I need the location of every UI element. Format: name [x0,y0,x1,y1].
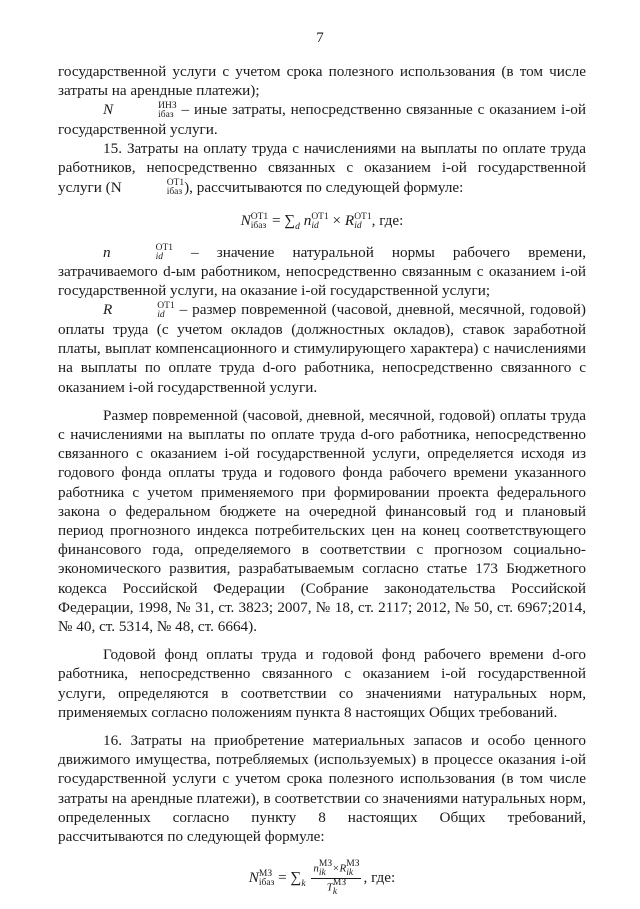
f1-symbol: N [240,212,251,230]
f1-sum-sub: d [295,222,300,233]
def-r-text: – размер повременной (часовой, дневной, месячной, годовой) оплаты труда (с учетом окладов (должностных окладов), ставок заработной платы, выплат компенсационного и стимулирующего характера) с начислениями на выплаты по оплате труда d-ого работника, непосредственно связанного с оказанием i-ой государственной услуги. [58,301,586,396]
definition-r-id [58,300,586,396]
paragraph-continuation: государственной услуги с учетом срока полезного использования (в том числе затраты на арендные платежи); [58,63,586,100]
p15-sup: ОТ1 [166,178,185,189]
f2-fraction [311,860,361,897]
f2-eq: = ∑ [274,869,302,887]
p15-text-b: ), рассчитываются по следующей формуле: [184,178,464,196]
def-n-text: – значение натуральной нормы рабочего времени, затрачиваемого d-ым работником, непосредственно связанным с оказанием i-ой государственной услуги, на оказание i-ой государственной услуги; [58,243,586,300]
f1-r: R [344,212,355,230]
inz-text: – иные затраты, непосредственно связанные с оказанием i-ой государственной услуги. [58,101,586,138]
document-body [58,62,586,909]
f1-eq: = ∑ [268,212,296,230]
symbol-n: N [103,101,114,119]
f1-times: × [328,212,345,230]
def-n-symbol: n [103,243,111,261]
paragraph-salary-size: Размер повременной (часовой, дневной, месячной, годовой) оплаты труда с начислениями на выплаты по оплате труда d-ого работника, непосредственно связанного с оказанием i-ой государственной услуги, определяется исходя из годового фонда оплаты труда и годового фонда рабочего времени указанного работника с учетом применяемого при формировании проекта федерального закона о федеральном бюджете на очередной финансовый год и плановый период прогнозного индекса потребительских цен на конец соответствующего финансового года, определяемого в соответствии с прогнозом социально-экономического развития, разрабатываемым согласно статье 173 Бюджетного кодекса Российской Федерации (Собрание законодательства Российской Федерации, 1998, № 31, ст. 3823; 2007, № 18, ст. 2117; 2012, № 50, ст. 6967;2014, № 40, ст. 5314, № 48, ст. 6664). [58,406,586,636]
p15-sub: iбаз [166,187,183,198]
f1-sup: ОТ1 [250,211,269,222]
def-n-sub: id [155,252,163,263]
page-number: 7 [316,30,324,46]
p15-text-a: 15. Затраты на оплату труда с начислениями на выплаты по оплате труда работников, непосредственно связанных с оказанием i-ой государственной услуги (N [58,140,586,196]
f2-sub: iбаз [258,877,275,888]
f1-r-sup: ОТ1 [354,211,372,222]
f1-n-sub: id [311,220,319,231]
paragraph-annual-fund: Годовой фонд оплаты труда и годовой фонд рабочего времени d-ого работника, непосредственно связанного с оказанием i-ой государственной услуги, определяются в соответствии со значениями натуральных норм, применяемых согласно положениям пункта 8 настоящих Общих требований. [58,646,586,721]
paragraph-16: 16. Затраты на приобретение материальных запасов и особо ценного движимого имущества, потребляемых (используемых) в процессе оказания i-ой государственной услуги с учетом срока полезного использования (в том числе затраты на арендные платежи), в соответствии со значениями натуральных норм, определенных согласно пункту 8 настоящих Общих требований, рассчитываются по следующей формуле: [58,732,586,846]
f1-sub: iбаз [250,220,267,231]
f1-end: , где: [371,212,404,230]
f2-denominator: T МЗ k [326,878,347,898]
definition-n-id [58,243,586,301]
f2-numerator: n МЗ ik ×R МЗ ik [313,859,360,879]
f2-sum-sub: k [301,879,306,890]
paragraph-15 [58,139,586,197]
formula-ot1 [58,211,586,231]
def-r-sup: ОТ1 [157,301,175,311]
f1-n-sup: ОТ1 [311,211,329,222]
f1-n: n [303,212,312,230]
f1-r-sub: id [354,220,362,231]
def-r-sub: id [157,310,165,320]
f2-symbol: N [248,869,259,887]
formula-mz [58,860,586,897]
f2-end: , где: [363,869,396,887]
inz-sub: iбаз [158,109,174,120]
def-r-symbol: R [103,301,113,319]
def-n-sup: ОТ1 [155,243,174,254]
definition-inz [58,100,586,139]
inz-sup: ИНЗ [158,100,177,111]
f2-sup: МЗ [258,868,273,879]
